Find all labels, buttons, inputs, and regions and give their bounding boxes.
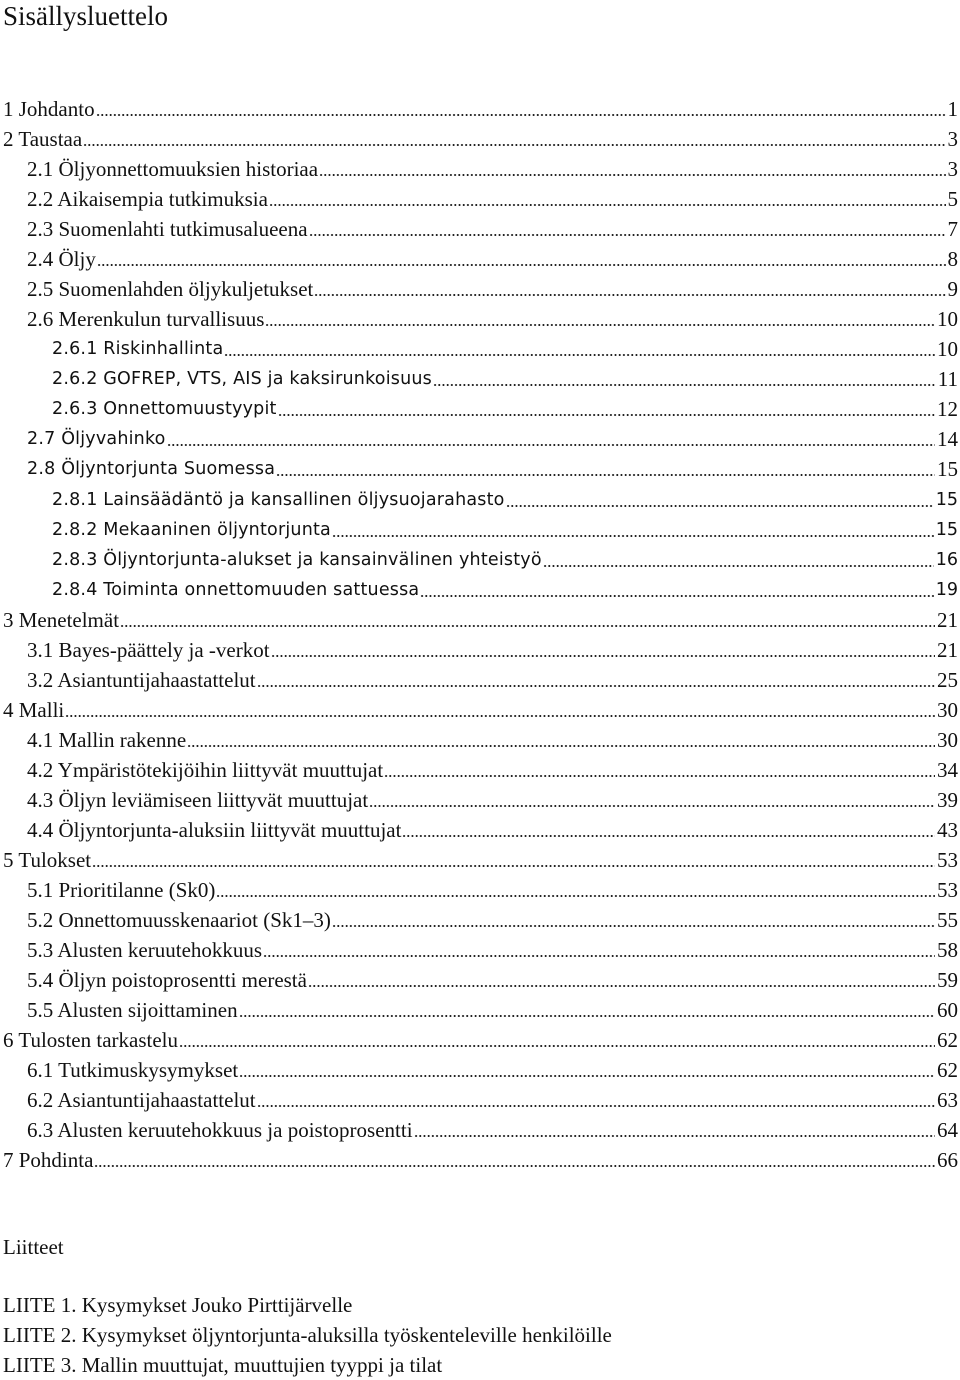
toc-entry-page: 15 xyxy=(937,457,958,481)
toc-entry-title: 4.2 Ympäristötekijöihin liittyvät muuttujat xyxy=(27,758,384,782)
toc-entry[interactable] xyxy=(0,211,958,241)
toc-entry-page: 53 xyxy=(937,848,958,872)
toc-entry-title: 2.5 Suomenlahden öljykuljetukset xyxy=(27,277,314,301)
toc-entry-title: 6.3 Alusten keruutehokkuus ja poistoprosentti xyxy=(27,1118,413,1142)
toc-entry[interactable] xyxy=(0,451,958,481)
toc-entry[interactable] xyxy=(0,482,958,512)
toc-entry[interactable] xyxy=(0,1052,958,1082)
toc-leader-dots xyxy=(120,624,935,628)
toc-leader-dots xyxy=(506,504,934,508)
toc-entry-title: 5.4 Öljyn poistoprosentti merestä xyxy=(27,968,307,992)
toc-entry-page: 30 xyxy=(937,698,958,722)
toc-entry[interactable] xyxy=(0,962,958,992)
toc-entry-page: 39 xyxy=(937,788,958,812)
toc-entry-title: 2.6.1 Riskinhallinta xyxy=(52,339,224,359)
toc-leader-dots xyxy=(94,1164,935,1168)
toc-entry-title: 3 Menetelmät xyxy=(3,608,120,632)
toc-entry[interactable] xyxy=(0,542,958,572)
toc-entry[interactable] xyxy=(0,241,958,271)
toc-entry[interactable] xyxy=(0,902,958,932)
toc-leader-dots xyxy=(308,984,935,988)
toc-entry-page: 10 xyxy=(937,337,958,361)
toc-entry-page: 1 xyxy=(947,97,958,121)
toc-entry-title: 5 Tulokset xyxy=(3,848,92,872)
toc-entry[interactable] xyxy=(0,602,958,632)
toc-entry[interactable] xyxy=(0,692,958,722)
toc-leader-dots xyxy=(97,263,946,267)
toc-leader-dots xyxy=(239,1014,935,1018)
toc-entry-title: 2.3 Suomenlahti tutkimusalueena xyxy=(27,217,308,241)
toc-entry-page: 53 xyxy=(937,878,958,902)
toc-leader-dots xyxy=(216,894,935,898)
toc-entry-title: 2.6.2 GOFREP, VTS, AIS ja kaksirunkoisuus xyxy=(52,369,432,389)
toc-entry-title: 2.6 Merenkulun turvallisuus xyxy=(27,307,265,331)
toc-entry-page: 60 xyxy=(937,998,958,1022)
toc-entry-title: 2.8.1 Lainsäädäntö ja kansallinen öljysuojarahasto xyxy=(52,490,505,510)
toc-entry-title: 5.2 Onnettomuusskenaariot (Sk1–3) xyxy=(27,908,331,932)
toc-entry[interactable] xyxy=(0,421,958,451)
toc-entry-page: 66 xyxy=(937,1148,958,1172)
toc-entry-page: 43 xyxy=(937,818,958,842)
toc-entry-title: 2 Taustaa xyxy=(3,127,83,151)
toc-leader-dots xyxy=(187,744,935,748)
toc-entry[interactable] xyxy=(0,782,958,812)
toc-entry-page: 62 xyxy=(937,1058,958,1082)
toc-leader-dots xyxy=(96,113,946,117)
toc-entry-title: 4 Malli xyxy=(3,698,65,722)
toc-entry-title: 2.8.3 Öljyntorjunta-alukset ja kansainvälinen yhteistyö xyxy=(52,550,542,570)
toc-leader-dots xyxy=(309,233,946,237)
toc-entry[interactable] xyxy=(0,932,958,962)
toc-leader-dots xyxy=(276,473,935,477)
toc-entry-title: 4.4 Öljyntorjunta-aluksiin liittyvät muuttujat xyxy=(27,818,402,842)
toc-entry-page: 63 xyxy=(937,1088,958,1112)
toc-leader-dots xyxy=(265,323,935,327)
toc-leader-dots xyxy=(92,864,935,868)
toc-entry-title: 2.8 Öljyntorjunta Suomessa xyxy=(27,459,276,479)
toc-leader-dots xyxy=(420,594,933,598)
toc-entry[interactable] xyxy=(0,391,958,421)
toc-entry-title: 1 Johdanto xyxy=(3,97,95,121)
toc-entry[interactable] xyxy=(0,1022,958,1052)
toc-entry-page: 21 xyxy=(937,638,958,662)
toc-entry[interactable] xyxy=(0,181,958,211)
toc-leader-dots xyxy=(271,654,935,658)
toc-entry-page: 15 xyxy=(935,520,958,540)
toc-entry-page: 25 xyxy=(937,668,958,692)
toc-entry-title: 2.7 Öljyvahinko xyxy=(27,429,166,449)
toc-entry[interactable] xyxy=(0,722,958,752)
toc-entry[interactable] xyxy=(0,632,958,662)
toc-leader-dots xyxy=(257,684,935,688)
appendix-item-3: LIITE 3. Mallin muuttujat, muuttujien tyyppi ja tilat xyxy=(3,1353,443,1377)
toc-entry[interactable] xyxy=(0,1112,958,1142)
toc-entry-title: 3.1 Bayes-päättely ja -verkot xyxy=(27,638,270,662)
toc-leader-dots xyxy=(319,173,945,177)
toc-entry-title: 2.6.3 Onnettomuustyypit xyxy=(52,399,277,419)
toc-entry-title: 5.5 Alusten sijoittaminen xyxy=(27,998,238,1022)
appendices-heading: Liitteet xyxy=(3,1235,64,1259)
toc-entry-title: 7 Pohdinta xyxy=(3,1148,94,1172)
toc-leader-dots xyxy=(167,443,935,447)
toc-entry-page: 62 xyxy=(937,1028,958,1052)
toc-leader-dots xyxy=(278,413,935,417)
toc-entry-title: 5.1 Prioritilanne (Sk0) xyxy=(27,878,216,902)
toc-entry[interactable] xyxy=(0,662,958,692)
toc-leader-dots xyxy=(239,1074,935,1078)
toc-entry-title: 2.8.4 Toiminta onnettomuuden sattuessa xyxy=(52,580,420,600)
toc-entry-title: 2.4 Öljy xyxy=(27,247,96,271)
toc-leader-dots xyxy=(314,293,945,297)
toc-entry-page: 19 xyxy=(935,580,958,600)
toc-entry-page: 14 xyxy=(937,427,958,451)
toc-entry-title: 6 Tulosten tarkastelu xyxy=(3,1028,179,1052)
toc-entry-page: 59 xyxy=(937,968,958,992)
toc-entry-title: 5.3 Alusten keruutehokkuus xyxy=(27,938,263,962)
toc-leader-dots xyxy=(224,353,935,357)
toc-leader-dots xyxy=(543,564,934,568)
toc-entry-page: 7 xyxy=(947,217,958,241)
toc-entry[interactable] xyxy=(0,872,958,902)
toc-entry-title: 4.3 Öljyn leviämiseen liittyvät muuttujat xyxy=(27,788,369,812)
toc-entry-page: 10 xyxy=(937,307,958,331)
toc-entry-page: 12 xyxy=(937,397,958,421)
toc-entry[interactable] xyxy=(0,752,958,782)
toc-leader-dots xyxy=(384,774,935,778)
toc-entry[interactable] xyxy=(0,1082,958,1112)
toc-entry-title: 3.2 Asiantuntijahaastattelut xyxy=(27,668,256,692)
toc-leader-dots xyxy=(369,804,935,808)
toc-entry[interactable] xyxy=(0,151,958,181)
appendix-item-1: LIITE 1. Kysymykset Jouko Pirttijärvelle xyxy=(3,1293,353,1317)
toc-entry-title: 2.8.2 Mekaaninen öljyntorjunta xyxy=(52,520,331,540)
toc-entry[interactable] xyxy=(0,331,958,361)
toc-leader-dots xyxy=(414,1134,935,1138)
toc-entry-page: 3 xyxy=(947,157,958,181)
toc-leader-dots xyxy=(332,534,934,538)
toc-leader-dots xyxy=(83,143,945,147)
toc-entry[interactable] xyxy=(0,1142,958,1172)
toc-entry-title: 4.1 Mallin rakenne xyxy=(27,728,187,752)
toc-entry-page: 3 xyxy=(947,127,958,151)
toc-entry-page: 11 xyxy=(937,367,958,391)
toc-leader-dots xyxy=(65,714,935,718)
toc-entry-page: 16 xyxy=(935,550,958,570)
toc-entry[interactable] xyxy=(0,812,958,842)
toc-entry[interactable] xyxy=(0,842,958,872)
toc-entry[interactable] xyxy=(0,91,958,121)
toc-entry-page: 30 xyxy=(937,728,958,752)
toc-entry-title: 2.2 Aikaisempia tutkimuksia xyxy=(27,187,268,211)
toc-leader-dots xyxy=(332,924,935,928)
toc-entry-title: 6.2 Asiantuntijahaastattelut xyxy=(27,1088,256,1112)
toc-entry-title: 2.1 Öljyonnettomuuksien historiaa xyxy=(27,157,319,181)
toc-entry-page: 15 xyxy=(935,490,958,510)
toc-entry[interactable] xyxy=(0,512,958,542)
toc-leader-dots xyxy=(402,834,935,838)
appendix-item-2: LIITE 2. Kysymykset öljyntorjunta-aluksilla työskenteleville henkilöille xyxy=(3,1323,612,1347)
toc-entry-page: 58 xyxy=(937,938,958,962)
toc-entry-page: 5 xyxy=(947,187,958,211)
toc-entry[interactable] xyxy=(0,992,958,1022)
toc-entry-page: 21 xyxy=(937,608,958,632)
toc-entry-page: 55 xyxy=(937,908,958,932)
toc-entry-page: 8 xyxy=(947,247,958,271)
toc-entry[interactable] xyxy=(0,301,958,331)
toc-entry-title: 6.1 Tutkimuskysymykset xyxy=(27,1058,239,1082)
toc-leader-dots xyxy=(433,383,936,387)
toc-leader-dots xyxy=(269,203,946,207)
toc-entry[interactable] xyxy=(0,572,958,602)
toc-leader-dots xyxy=(179,1044,935,1048)
toc-leader-dots xyxy=(257,1104,935,1108)
toc-entry[interactable] xyxy=(0,361,958,391)
toc-entry-page: 9 xyxy=(947,277,958,301)
toc-entry-page: 34 xyxy=(937,758,958,782)
toc-entry-page: 64 xyxy=(937,1118,958,1142)
toc-entry[interactable] xyxy=(0,271,958,301)
page-title: Sisällysluettelo xyxy=(3,1,168,31)
toc-leader-dots xyxy=(263,954,935,958)
toc-entry[interactable] xyxy=(0,121,958,151)
